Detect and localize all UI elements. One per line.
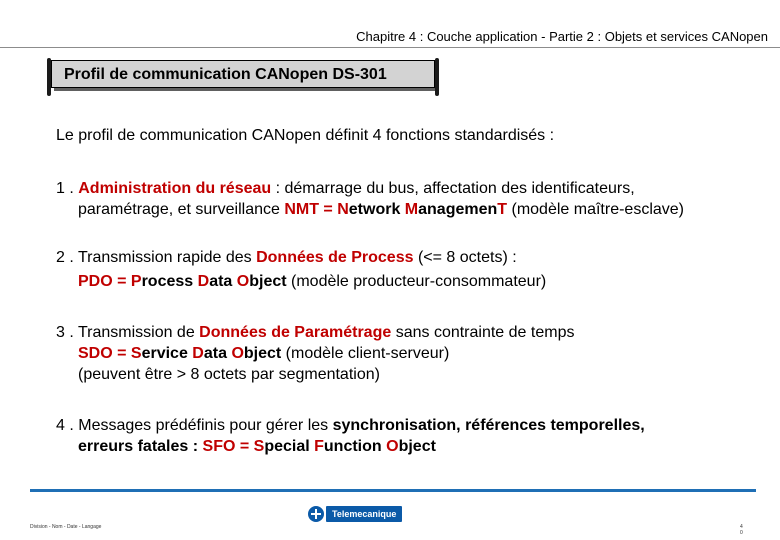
slide-body xyxy=(56,125,776,457)
logo-text: Telemecanique xyxy=(326,506,402,522)
item-3 xyxy=(56,322,776,385)
page-number-top: 4 xyxy=(740,524,743,530)
item-1-acronym-e: T xyxy=(497,201,508,218)
item-2-acronym-c: D xyxy=(197,273,210,290)
item-4-acronym-d: unction xyxy=(323,438,387,455)
item-1 xyxy=(56,178,776,220)
item-2-model: (modèle producteur-consommateur) xyxy=(286,273,547,290)
item-2-line-2 xyxy=(56,271,776,292)
telemecanique-logo xyxy=(308,506,402,522)
item-1-acronym-a: NMT = N xyxy=(284,201,349,218)
item-1-acronym-c: M xyxy=(404,201,419,218)
item-1-line-1 xyxy=(56,178,776,199)
footer-rule xyxy=(30,489,756,492)
item-1-acronym-d: anagemen xyxy=(418,201,498,218)
item-1-line-2 xyxy=(56,199,776,220)
page-number-bottom: 0 xyxy=(740,530,743,536)
item-4-acronym-a: SFO = S xyxy=(202,438,265,455)
item-3-acronym-e: O xyxy=(231,345,244,362)
item-3-line-3: (peuvent être > 8 octets par segmentation) xyxy=(78,366,380,383)
item-3-acronym-f: bject xyxy=(243,345,282,362)
item-2-acronym-f: bject xyxy=(249,273,287,290)
item-4-acronym-f: bject xyxy=(398,438,436,455)
page-number xyxy=(740,524,743,536)
item-4-prefix: 4 . Messages prédéfinis pour gérer les xyxy=(56,417,333,434)
item-1-acronym-b: etwork xyxy=(348,201,405,218)
item-3-prefix: 3 . Transmission de xyxy=(56,324,200,341)
item-4-bold: synchronisation, références temporelles, xyxy=(332,417,645,434)
item-4-acronym-b: pecial xyxy=(264,438,315,455)
item-1-highlight: Administration du réseau xyxy=(78,180,272,197)
item-3-line-1 xyxy=(56,322,776,343)
item-2-acronym-d: ata xyxy=(209,273,237,290)
item-4-line-1 xyxy=(56,415,776,436)
item-1-number: 1 . xyxy=(56,180,79,197)
item-2-acronym-e: O xyxy=(236,273,250,290)
item-3-acronym-b: ervice xyxy=(141,345,193,362)
telemecanique-logo-icon xyxy=(308,506,324,522)
item-2-prefix: 2 . Transmission rapide des xyxy=(56,249,257,266)
item-2-acronym-a: PDO = P xyxy=(78,273,142,290)
item-4-acronym-e: O xyxy=(386,438,399,455)
item-4-line-2 xyxy=(56,436,776,457)
item-3-line-2 xyxy=(56,343,776,364)
item-3-acronym-d: ata xyxy=(203,345,232,362)
item-3-acronym-c: D xyxy=(192,345,204,362)
item-4-bold-2: erreurs fatales : xyxy=(78,438,203,455)
item-3-acronym-a: SDO = S xyxy=(78,345,142,362)
header-rule xyxy=(0,47,780,48)
item-2-acronym-b: rocess xyxy=(141,273,198,290)
item-3-model: (modèle client-serveur) xyxy=(281,345,450,362)
item-2-line-1 xyxy=(56,247,776,268)
title-scroll xyxy=(47,58,439,92)
item-1-desc-2: paramétrage, et surveillance xyxy=(78,201,285,218)
slide-title: Profil de communication CANopen DS-301 xyxy=(51,60,435,88)
footer-meta: Division - Nom - Date - Langage xyxy=(30,524,102,530)
item-2 xyxy=(56,247,776,292)
item-2-description: (<= 8 octets) : xyxy=(413,249,517,266)
item-3-highlight: Données de Paramétrage xyxy=(199,324,392,341)
intro-text: Le profil de communication CANopen définit 4 fonctions standardisés : xyxy=(56,127,555,144)
item-4 xyxy=(56,415,776,457)
item-2-highlight: Données de Process xyxy=(256,249,414,266)
item-1-description: : démarrage du bus, affectation des identificateurs, xyxy=(271,180,635,197)
item-1-model: (modèle maître-esclave) xyxy=(507,201,684,218)
scroll-right-roll xyxy=(435,58,439,96)
item-4-acronym-c: F xyxy=(314,438,324,455)
item-3-description: sans contrainte de temps xyxy=(391,324,575,341)
chapter-header: Chapitre 4 : Couche application - Partie 2 : Objets et services CANopen xyxy=(356,29,768,44)
